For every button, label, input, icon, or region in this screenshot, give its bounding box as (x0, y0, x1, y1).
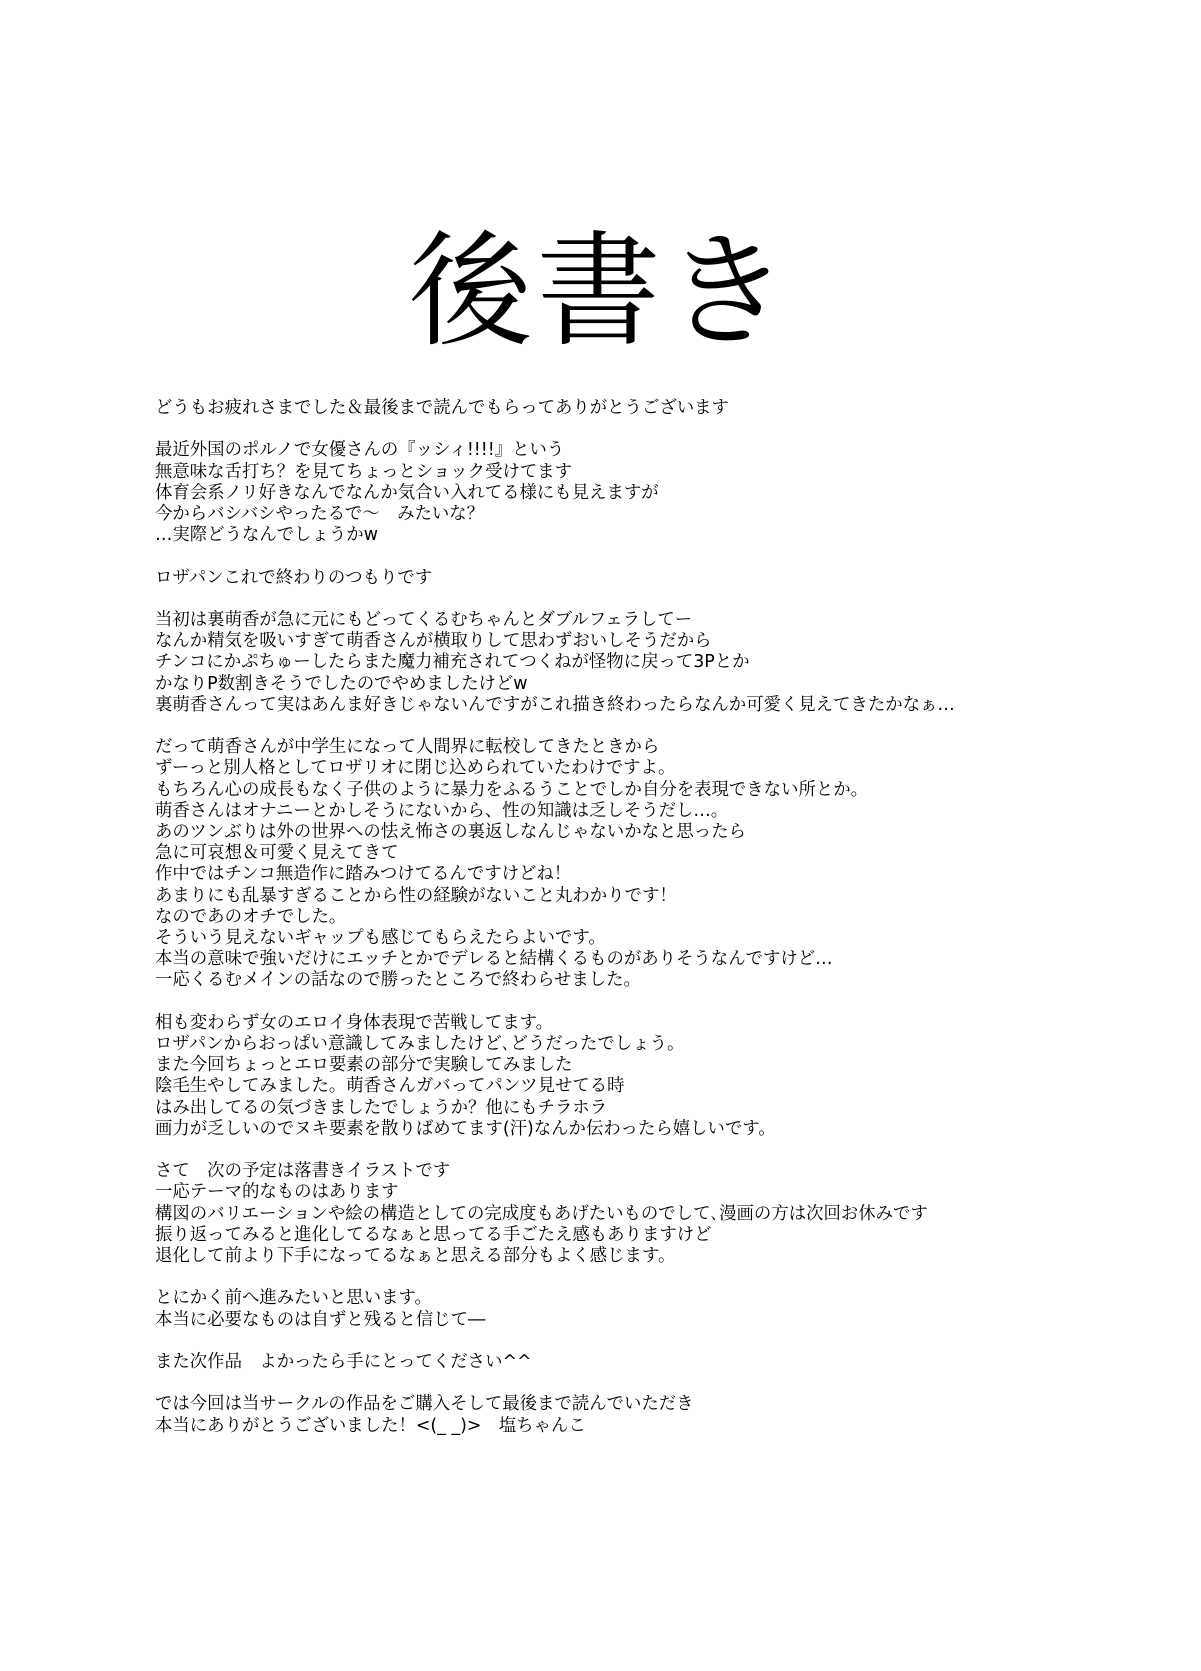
paragraph (155, 1352, 1175, 1373)
paragraph (155, 610, 1175, 716)
paragraph (155, 1394, 1175, 1436)
text-line: あまりにも乱暴すぎることから性の経験がないこと丸わかりです！ (155, 885, 677, 906)
text-line: 最近外国のポルノで女優さんの『ッシィ!!!!』という (155, 440, 565, 461)
text-line: もちろん心の成長もなく子供のように暴力をふるうことでしか自分を表現できない所とか。 (155, 779, 869, 800)
text-line: …実際どうなんでしょうかw (155, 525, 378, 546)
text-line: 萌香さんはオナニーとかしそうにないから、性の知識は乏しそうだし…。 (155, 800, 729, 821)
text-line: 作中ではチンコ無造作に踏みつけてるんですけどね！ (155, 864, 572, 885)
text-line: 本当に必要なものは自ずと残ると信じて― (155, 1309, 486, 1330)
afterword-body (155, 398, 1175, 1458)
paragraph (155, 1161, 1175, 1267)
paragraph (155, 737, 1175, 991)
text-line: 一応テーマ的なものはあります (155, 1182, 399, 1203)
text-line: 本当にありがとうございました！<(_ _)> 塩ちゃんこ (155, 1415, 586, 1436)
text-line: また今回ちょっとエロ要素の部分で実験してみました (155, 1055, 573, 1076)
text-line: ロザパンからおっぱい意識してみましたけど､どうだったでしょう。 (155, 1034, 685, 1055)
text-line: 体育会系ノリ好きなんでなんか気合い入れてる様にも見えますが (155, 482, 659, 503)
paragraph (155, 568, 1175, 589)
text-line: 無意味な舌打ち？を見てちょっとショック受けてます (155, 461, 573, 482)
text-line: ずーっと別人格としてロザリオに閉じ込められていたわけですよ。 (155, 758, 676, 779)
text-line: 今からバシバシやったるで～ みたいな？ (155, 504, 485, 524)
text-line: 相も変わらず女のエロイ身体表現で苦戦してます。 (155, 1012, 554, 1033)
text-line: あのツンぶりは外の世界への怯え怖さの裏返しなんじゃないかなと思ったら (155, 822, 746, 842)
text-line: また次作品 よかったら手にとってください^^ (155, 1352, 532, 1373)
text-line: 陰毛生やしてみました。萌香さんガバってパンツ見せてる時 (155, 1076, 625, 1097)
paragraph (155, 1288, 1175, 1330)
paragraph (155, 1013, 1175, 1140)
text-line: どうもお疲れさまでした＆最後まで読んでもらってありがとうございます (155, 398, 729, 418)
paragraph (155, 440, 1175, 546)
paragraph (155, 398, 1175, 419)
text-line: 裏萌香さんって実はあんま好きじゃないんですがこれ描き終わったらなんか可愛く見えてきたかなぁ… (155, 694, 955, 715)
text-line: ロザパンこれで終わりのつもりです (155, 567, 433, 588)
text-line: 振り返ってみると進化してるなぁと思ってる手ごたえ感もありますけど (155, 1224, 712, 1245)
text-line: では今回は当サークルの作品をご購入そして最後まで読んでいただき (155, 1394, 694, 1415)
text-line: はみ出してるの気づきましたでしょうか？他にもチラホラ (155, 1097, 608, 1118)
text-line: さて 次の予定は落書きイラストです (155, 1161, 451, 1182)
text-line: だって萌香さんが中学生になって人間界に転校してきたときから (155, 737, 660, 758)
text-line: なのであのオチでした。 (155, 906, 347, 927)
text-line: とにかく前へ進みたいと思います。 (155, 1288, 432, 1309)
page-title: 後書き (408, 220, 793, 364)
text-line: 急に可哀想＆可愛く見えてきて (155, 843, 399, 864)
text-line: 構図のバリエーションや絵の構造としての完成度もあげたいものでして､漫画の方は次回お休みです (155, 1203, 928, 1224)
text-line: なんか精気を吸いすぎて萌香さんが横取りして思わずおいしそうだから (155, 631, 712, 652)
text-line: 画力が乏しいのでヌキ要素を散りばめてます(汗)なんか伝わったら嬉しいです。 (155, 1118, 776, 1139)
text-line: そういう見えないギャップも感じてもらえたらよいです。 (155, 928, 606, 949)
text-line: 退化して前より下手になってるなぁと思える部分もよく感じます。 (155, 1246, 676, 1267)
text-line: 当初は裏萌香が急に元にもどってくるむちゃんとダブルフェラしてー (155, 609, 693, 630)
text-line: チンコにかぷちゅーしたらまた魔力補充されてつくねが怪物に戻って3Pとか (155, 652, 750, 673)
text-line: かなりP数割きそうでしたのでやめましたけどw (155, 673, 528, 694)
text-line: 一応くるむメインの話なので勝ったところで終わらせました。 (155, 970, 641, 991)
text-line: 本当の意味で強いだけにエッチとかでデレると結構くるものがありそうなんですけど… (155, 949, 833, 970)
